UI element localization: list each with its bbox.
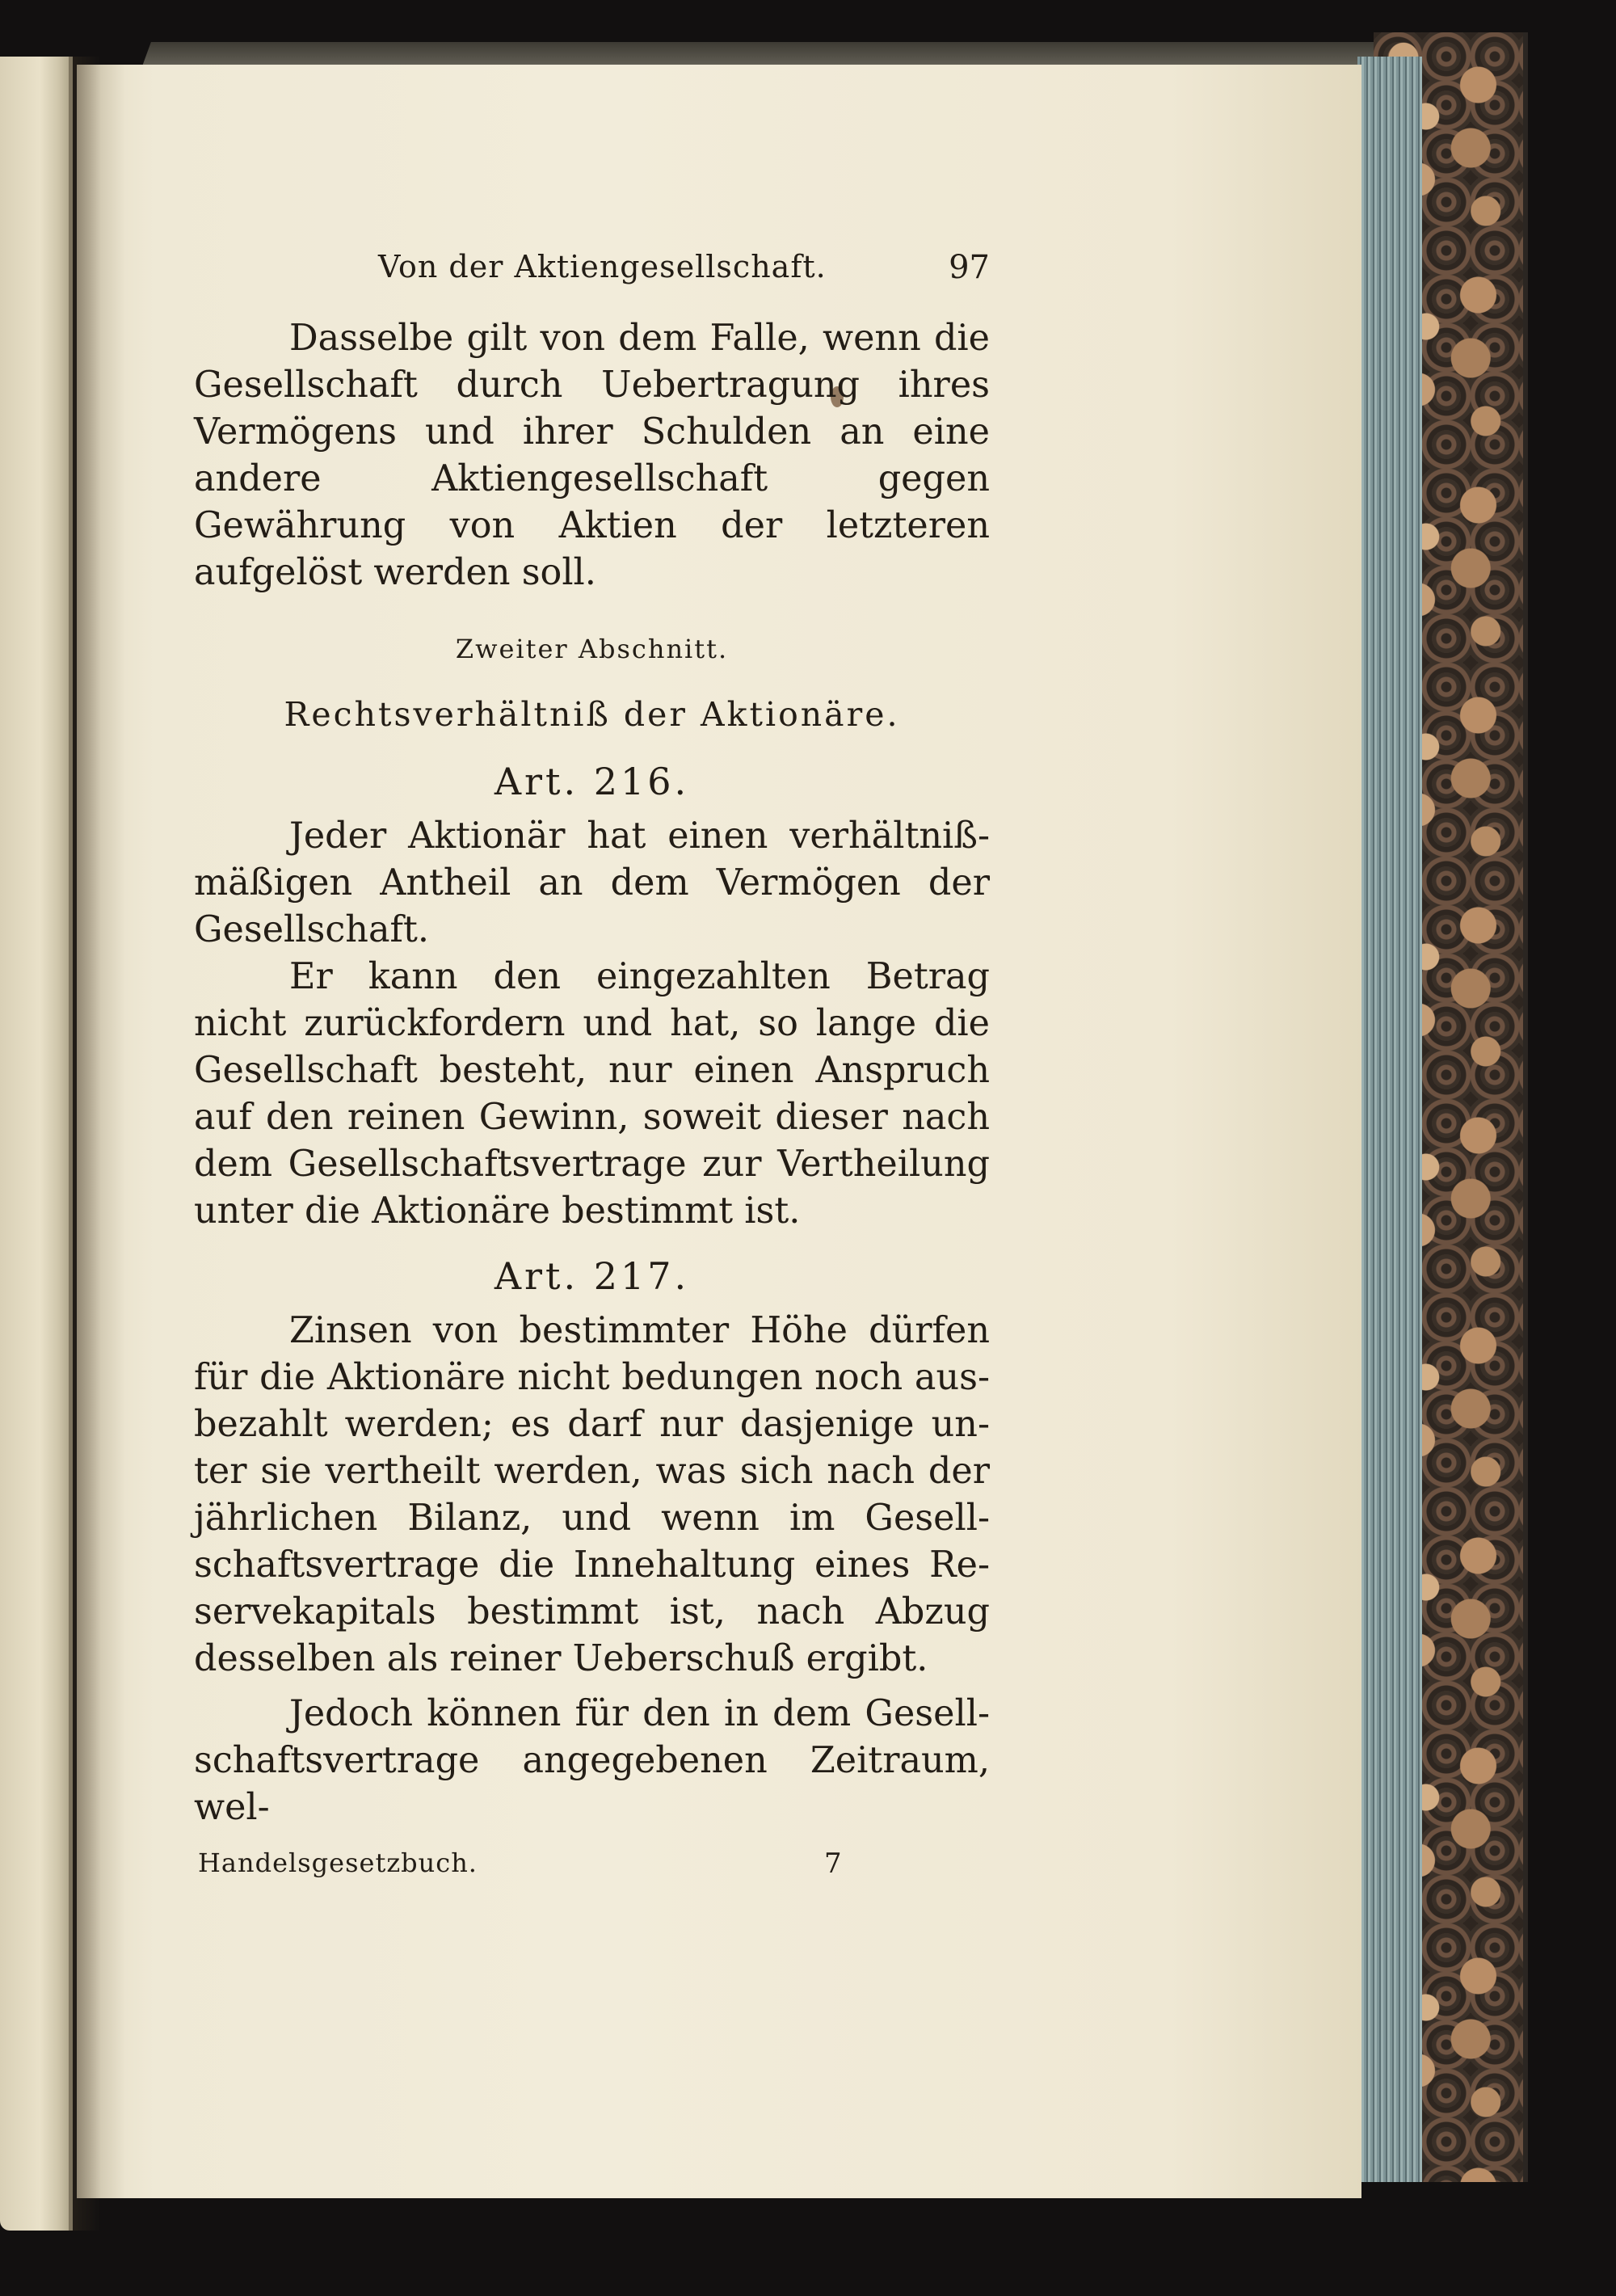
text-block <box>194 242 990 1883</box>
article-216-paragraph-1: Jeder Aktionär hat einen verhältnißmäßigen Antheil an dem Vermögen der Gesellschaft. <box>194 815 990 950</box>
spine-shadow <box>69 57 101 2231</box>
section-title: Rechtsverhältniß der Aktionäre. <box>284 695 900 734</box>
page-number: 97 <box>949 249 990 286</box>
page-footer <box>194 1843 990 1883</box>
article-217-paragraph-2: Jedoch können für den in dem Gesellschaftsvertrage angegebenen Zeitraum, wel- <box>194 1693 990 1828</box>
footer-book-title: Handelsgesetzbuch. <box>198 1847 478 1878</box>
article-217-paragraph-1: Zinsen von bestimmter Höhe dürfen für die Aktionäre nicht bedungen noch ausbezahlt werden; es darf nur dasjenige unter sie vertheilt werden, was sich nach der jährlichen Bilanz, und wenn im Gesellschaftsvertrage die Innehaltung eines Reservekapitals bestimmt ist, nach Abzug desselben als reiner Ueberschuß ergibt. <box>194 1310 990 1679</box>
article-heading-216: Art. 216. <box>494 760 690 803</box>
page-edges-stack <box>1357 57 1422 2182</box>
running-head <box>194 242 990 291</box>
running-title: Von der Aktiengesellschaft. <box>378 249 827 284</box>
left-page-edge <box>0 57 73 2231</box>
article-216-paragraph-2: Er kann den eingezahlten Betrag nicht zurückfordern und hat, so lange die Gesellschaft besteht, nur einen Anspruch auf den reinen Gewinn, soweit dieser nach dem Gesellschaftsvertrage zur Vertheilung unter die Aktionäre bestimmt ist. <box>194 956 990 1232</box>
paragraph-continuation: Dasselbe gilt von dem Falle, wenn die Gesellschaft durch Uebertragung ihres Vermögens und ihrer Schulden an eine andere Aktiengesellschaft gegen Gewährung von Aktien der letzteren aufgelöst werden soll. <box>194 318 990 593</box>
signature-mark: 7 <box>824 1847 842 1880</box>
section-label: Zweiter Abschnitt. <box>455 634 729 664</box>
article-heading-217: Art. 217. <box>494 1254 690 1298</box>
